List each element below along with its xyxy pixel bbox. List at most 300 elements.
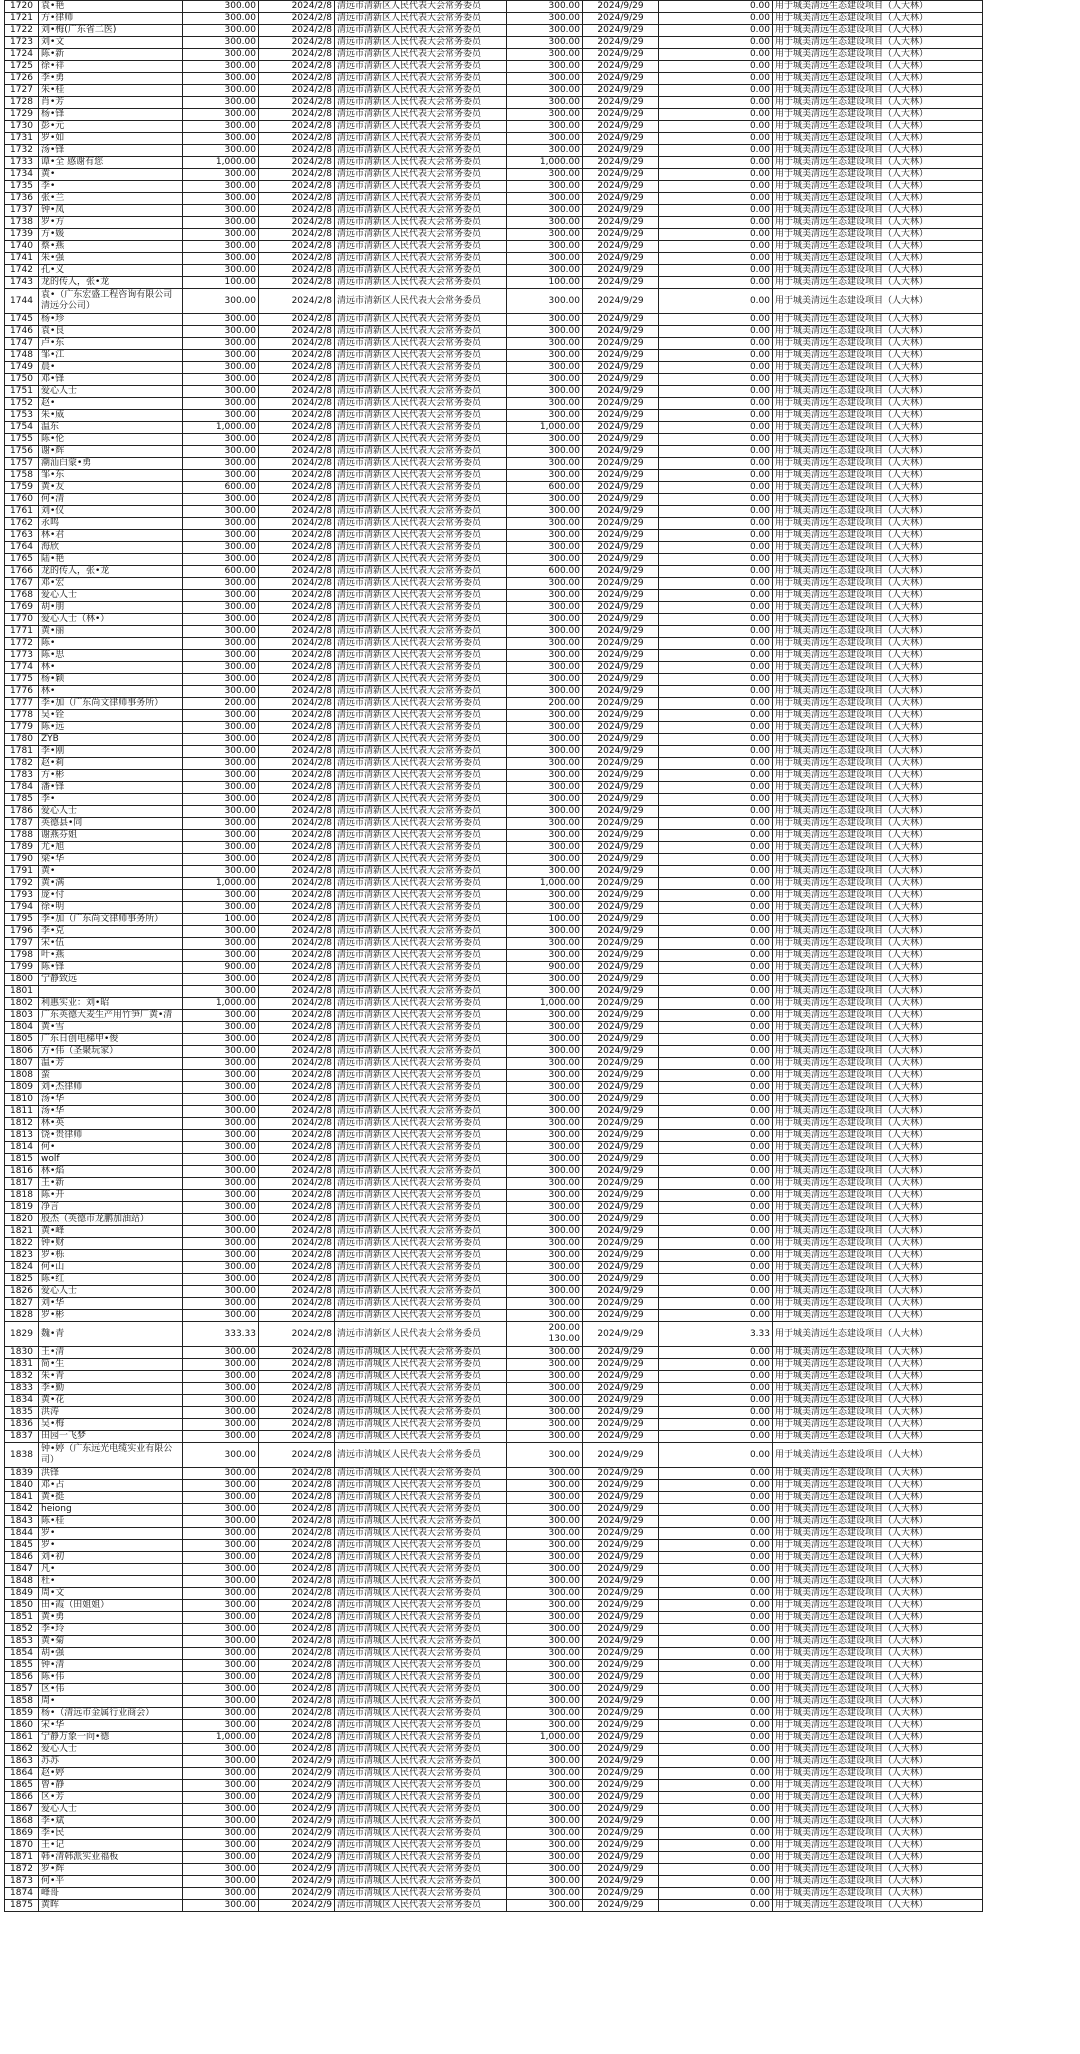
ledger-row: [5, 1238, 983, 1250]
fund-purpose: 用于城美清远生态建设项目（人大林）: [773, 638, 983, 650]
donation-date: 2024/2/8: [259, 1720, 335, 1732]
fund-purpose: 用于城美清远生态建设项目（人大林）: [773, 1540, 983, 1552]
donation-amount: 300.00: [183, 229, 259, 241]
donation-date: 2024/2/8: [259, 410, 335, 422]
donation-date: 2024/2/8: [259, 746, 335, 758]
fund-purpose: 用于城美清远生态建设项目（人大林）: [773, 1852, 983, 1864]
ledger-row: [5, 1347, 983, 1359]
allocation-date: 2024/9/29: [583, 1840, 659, 1852]
donor-name: 汤•华: [39, 1094, 183, 1106]
recipient-org: 清远市清城区人民代表大会常务委员: [335, 1443, 507, 1468]
donation-amount: 300.00: [183, 1876, 259, 1888]
ledger-rows: [5, 1, 983, 1912]
allocated-amount: 300.00: [507, 1684, 583, 1696]
donation-date: 2024/2/8: [259, 974, 335, 986]
allocated-amount: 300.00: [507, 770, 583, 782]
donation-date: 2024/2/8: [259, 1298, 335, 1310]
ledger-row: [5, 1106, 983, 1118]
allocated-amount: 300.00: [507, 314, 583, 326]
recipient-org: 清远市清新区人民代表大会常务委员: [335, 1154, 507, 1166]
remaining-balance: 0.00: [659, 530, 773, 542]
allocation-date: 2024/9/29: [583, 698, 659, 710]
remaining-balance: 0.00: [659, 986, 773, 998]
allocation-date: 2024/9/29: [583, 458, 659, 470]
row-number: 1758: [5, 470, 39, 482]
remaining-balance: 0.00: [659, 61, 773, 73]
ledger-row: [5, 854, 983, 866]
fund-purpose: 用于城美清远生态建设项目（人大林）: [773, 1528, 983, 1540]
recipient-org: 清远市清城区人民代表大会常务委员: [335, 1744, 507, 1756]
row-number: 1773: [5, 650, 39, 662]
allocation-date: 2024/9/29: [583, 97, 659, 109]
donation-date: 2024/2/8: [259, 854, 335, 866]
ledger-row: [5, 61, 983, 73]
donation-amount: 300.00: [183, 506, 259, 518]
donation-date: 2024/2/9: [259, 1864, 335, 1876]
recipient-org: 清远市清城区人民代表大会常务委员: [335, 1480, 507, 1492]
fund-purpose: 用于城美清远生态建设项目（人大林）: [773, 1780, 983, 1792]
remaining-balance: 0.00: [659, 1600, 773, 1612]
donation-amount: 300.00: [183, 1480, 259, 1492]
remaining-balance: 0.00: [659, 109, 773, 121]
donor-name: 赵•: [39, 398, 183, 410]
ledger-row: [5, 578, 983, 590]
remaining-balance: 0.00: [659, 842, 773, 854]
allocated-amount: 300.00: [507, 25, 583, 37]
row-number: 1760: [5, 494, 39, 506]
donation-amount: 300.00: [183, 1034, 259, 1046]
remaining-balance: 0.00: [659, 806, 773, 818]
donation-amount: 300.00: [183, 1190, 259, 1202]
donation-amount: 300.00: [183, 61, 259, 73]
donation-date: 2024/2/8: [259, 277, 335, 289]
ledger-row: [5, 1600, 983, 1612]
row-number: 1741: [5, 253, 39, 265]
recipient-org: 清远市清城区人民代表大会常务委员: [335, 1756, 507, 1768]
ledger-row: [5, 1900, 983, 1912]
donor-name: 刘•杰律师: [39, 1082, 183, 1094]
donation-date: 2024/2/8: [259, 1250, 335, 1262]
ledger-row: [5, 37, 983, 49]
allocated-amount: 300.00: [507, 902, 583, 914]
row-number: 1782: [5, 758, 39, 770]
row-number: 1838: [5, 1443, 39, 1468]
ledger-row: [5, 602, 983, 614]
donation-date: 2024/2/8: [259, 1058, 335, 1070]
allocation-date: 2024/9/29: [583, 13, 659, 25]
recipient-org: 清远市清城区人民代表大会常务委员: [335, 1696, 507, 1708]
fund-purpose: 用于城美清远生态建设项目（人大林）: [773, 109, 983, 121]
donation-date: 2024/2/8: [259, 1395, 335, 1407]
row-number: 1779: [5, 722, 39, 734]
remaining-balance: 0.00: [659, 85, 773, 97]
remaining-balance: 0.00: [659, 950, 773, 962]
donor-name: 晨•: [39, 362, 183, 374]
allocation-date: 2024/9/29: [583, 1022, 659, 1034]
donation-date: 2024/2/8: [259, 494, 335, 506]
recipient-org: 清远市清新区人民代表大会常务委员: [335, 818, 507, 830]
donor-name: 钟•凤: [39, 205, 183, 217]
ledger-row: [5, 938, 983, 950]
fund-purpose: 用于城美清远生态建设项目（人大林）: [773, 1672, 983, 1684]
allocated-amount: 300.00: [507, 217, 583, 229]
remaining-balance: 0.00: [659, 1588, 773, 1600]
donation-date: 2024/2/8: [259, 1443, 335, 1468]
ledger-row: [5, 842, 983, 854]
row-number: 1780: [5, 734, 39, 746]
allocation-date: 2024/9/29: [583, 1900, 659, 1912]
ledger-row: [5, 698, 983, 710]
donation-amount: 300.00: [183, 746, 259, 758]
allocation-date: 2024/9/29: [583, 193, 659, 205]
ledger-row: [5, 1407, 983, 1419]
donor-name: 黄•丽: [39, 626, 183, 638]
allocated-amount: 300.00: [507, 470, 583, 482]
row-number: 1860: [5, 1720, 39, 1732]
recipient-org: 清远市清城区人民代表大会常务委员: [335, 1792, 507, 1804]
remaining-balance: 0.00: [659, 169, 773, 181]
ledger-row: [5, 1130, 983, 1142]
row-number: 1784: [5, 782, 39, 794]
recipient-org: 清远市清新区人民代表大会常务委员: [335, 986, 507, 998]
recipient-org: 清远市清城区人民代表大会常务委员: [335, 1504, 507, 1516]
ledger-row: [5, 1528, 983, 1540]
donation-amount: 300.00: [183, 265, 259, 277]
recipient-org: 清远市清新区人民代表大会常务委员: [335, 1022, 507, 1034]
remaining-balance: 0.00: [659, 1142, 773, 1154]
row-number: 1870: [5, 1840, 39, 1852]
donation-amount: 1,000.00: [183, 157, 259, 169]
donation-amount: 300.00: [183, 1154, 259, 1166]
recipient-org: 清远市清城区人民代表大会常务委员: [335, 1876, 507, 1888]
recipient-org: 清远市清城区人民代表大会常务委员: [335, 1888, 507, 1900]
row-number: 1753: [5, 410, 39, 422]
allocated-amount: 300.00: [507, 1708, 583, 1720]
recipient-org: 清远市清新区人民代表大会常务委员: [335, 842, 507, 854]
allocated-amount: 300.00: [507, 1130, 583, 1142]
recipient-org: 清远市清新区人民代表大会常务委员: [335, 1274, 507, 1286]
donation-date: 2024/2/8: [259, 1431, 335, 1443]
allocation-date: 2024/9/29: [583, 1720, 659, 1732]
donor-name: heiong: [39, 1504, 183, 1516]
allocation-date: 2024/9/29: [583, 157, 659, 169]
remaining-balance: 0.00: [659, 938, 773, 950]
fund-purpose: 用于城美清远生态建设项目（人大林）: [773, 494, 983, 506]
allocated-amount: 300.00: [507, 950, 583, 962]
allocation-date: 2024/9/29: [583, 1828, 659, 1840]
fund-purpose: 用于城美清远生态建设项目（人大林）: [773, 1202, 983, 1214]
allocated-amount: 300.00: [507, 265, 583, 277]
donation-date: 2024/2/8: [259, 109, 335, 121]
donation-date: 2024/2/8: [259, 878, 335, 890]
ledger-row: [5, 1480, 983, 1492]
fund-purpose: 用于城美清远生态建设项目（人大林）: [773, 13, 983, 25]
donation-amount: 300.00: [183, 1600, 259, 1612]
row-number: 1871: [5, 1852, 39, 1864]
fund-purpose: 用于城美清远生态建设项目（人大林）: [773, 950, 983, 962]
donation-date: 2024/2/8: [259, 350, 335, 362]
allocation-date: 2024/9/29: [583, 1106, 659, 1118]
row-number: 1743: [5, 277, 39, 289]
fund-purpose: 用于城美清远生态建设项目（人大林）: [773, 566, 983, 578]
recipient-org: 清远市清新区人民代表大会常务委员: [335, 902, 507, 914]
allocated-amount: 300.00: [507, 85, 583, 97]
donation-date: 2024/2/8: [259, 818, 335, 830]
remaining-balance: 0.00: [659, 1900, 773, 1912]
donor-name: ZYB: [39, 734, 183, 746]
row-number: 1752: [5, 398, 39, 410]
ledger-row: [5, 1732, 983, 1744]
allocated-amount: 300.00: [507, 1864, 583, 1876]
allocation-date: 2024/9/29: [583, 494, 659, 506]
donation-date: 2024/2/8: [259, 241, 335, 253]
donation-date: 2024/2/8: [259, 1528, 335, 1540]
donation-date: 2024/2/8: [259, 1612, 335, 1624]
remaining-balance: 0.00: [659, 542, 773, 554]
ledger-row: [5, 614, 983, 626]
allocated-amount: 300.00: [507, 782, 583, 794]
allocation-date: 2024/9/29: [583, 181, 659, 193]
donation-date: 2024/2/8: [259, 1202, 335, 1214]
donation-date: 2024/2/8: [259, 710, 335, 722]
allocated-amount: 300.00: [507, 109, 583, 121]
fund-purpose: 用于城美清远生态建设项目（人大林）: [773, 1419, 983, 1431]
donation-amount: 100.00: [183, 914, 259, 926]
allocation-date: 2024/9/29: [583, 289, 659, 314]
donor-name: 黄•勇: [39, 1612, 183, 1624]
allocated-amount: 300.00: [507, 398, 583, 410]
remaining-balance: 0.00: [659, 1082, 773, 1094]
fund-purpose: 用于城美清远生态建设项目（人大林）: [773, 746, 983, 758]
allocation-date: 2024/9/29: [583, 902, 659, 914]
donation-date: 2024/2/8: [259, 722, 335, 734]
recipient-org: 清远市清新区人民代表大会常务委员: [335, 506, 507, 518]
recipient-org: 清远市清新区人民代表大会常务委员: [335, 542, 507, 554]
allocation-date: 2024/9/29: [583, 1744, 659, 1756]
donor-name: 李•: [39, 794, 183, 806]
ledger-row: [5, 229, 983, 241]
donation-date: 2024/2/8: [259, 1744, 335, 1756]
ledger-row: [5, 1708, 983, 1720]
donation-amount: 300.00: [183, 1286, 259, 1298]
allocated-amount: 900.00: [507, 962, 583, 974]
remaining-balance: 0.00: [659, 650, 773, 662]
donor-name: 刘•华: [39, 1298, 183, 1310]
fund-purpose: 用于城美清远生态建设项目（人大林）: [773, 1588, 983, 1600]
remaining-balance: 0.00: [659, 1058, 773, 1070]
ledger-row: [5, 1720, 983, 1732]
recipient-org: 清远市清新区人民代表大会常务委员: [335, 61, 507, 73]
fund-purpose: 用于城美清远生态建设项目（人大林）: [773, 1022, 983, 1034]
fund-purpose: 用于城美清远生态建设项目（人大林）: [773, 758, 983, 770]
donation-date: 2024/2/8: [259, 830, 335, 842]
ledger-row: [5, 1431, 983, 1443]
donation-date: 2024/2/8: [259, 986, 335, 998]
row-number: 1804: [5, 1022, 39, 1034]
row-number: 1822: [5, 1238, 39, 1250]
fund-purpose: 用于城美清远生态建设项目（人大林）: [773, 1708, 983, 1720]
recipient-org: 清远市清新区人民代表大会常务委员: [335, 890, 507, 902]
recipient-org: 清远市清新区人民代表大会常务委员: [335, 458, 507, 470]
donor-name: 谢•辉: [39, 446, 183, 458]
donor-name: 卢•东: [39, 338, 183, 350]
donation-date: 2024/2/8: [259, 506, 335, 518]
donor-name: 邓•宏: [39, 578, 183, 590]
donation-amount: 300.00: [183, 794, 259, 806]
recipient-org: 清远市清新区人民代表大会常务委员: [335, 1118, 507, 1130]
donation-amount: 300.00: [183, 1166, 259, 1178]
remaining-balance: 0.00: [659, 13, 773, 25]
ledger-row: [5, 121, 983, 133]
allocation-date: 2024/9/29: [583, 1166, 659, 1178]
allocated-amount: 300.00: [507, 1250, 583, 1262]
donation-amount: 300.00: [183, 1720, 259, 1732]
ledger-row: [5, 722, 983, 734]
allocated-amount: 300.00: [507, 554, 583, 566]
ledger-row: [5, 806, 983, 818]
allocated-amount: 300.00: [507, 1070, 583, 1082]
remaining-balance: 0.00: [659, 638, 773, 650]
allocated-amount: 300.00: [507, 1431, 583, 1443]
donation-date: 2024/2/8: [259, 734, 335, 746]
fund-purpose: 用于城美清远生态建设项目（人大林）: [773, 1407, 983, 1419]
row-number: 1778: [5, 710, 39, 722]
ledger-row: [5, 422, 983, 434]
remaining-balance: 0.00: [659, 1804, 773, 1816]
allocated-amount: 600.00: [507, 566, 583, 578]
donation-date: 2024/2/8: [259, 362, 335, 374]
donor-name: 李•加（广东尚文律师事务所）: [39, 698, 183, 710]
donation-amount: 300.00: [183, 73, 259, 85]
allocation-date: 2024/9/29: [583, 590, 659, 602]
remaining-balance: 0.00: [659, 1094, 773, 1106]
row-number: 1756: [5, 446, 39, 458]
remaining-balance: 0.00: [659, 1516, 773, 1528]
allocated-amount: 1,000.00: [507, 878, 583, 890]
remaining-balance: 0.00: [659, 686, 773, 698]
allocation-date: 2024/9/29: [583, 1154, 659, 1166]
ledger-row: [5, 458, 983, 470]
donation-date: 2024/2/9: [259, 1792, 335, 1804]
donation-date: 2024/2/8: [259, 1576, 335, 1588]
recipient-org: 清远市清新区人民代表大会常务委员: [335, 974, 507, 986]
ledger-row: [5, 1443, 983, 1468]
ledger-row: [5, 25, 983, 37]
remaining-balance: 0.00: [659, 121, 773, 133]
allocated-amount: 300.00: [507, 1672, 583, 1684]
donor-name: 赵•婷: [39, 1768, 183, 1780]
remaining-balance: 0.00: [659, 506, 773, 518]
recipient-org: 清远市清新区人民代表大会常务委员: [335, 590, 507, 602]
remaining-balance: 0.00: [659, 193, 773, 205]
recipient-org: 清远市清新区人民代表大会常务委员: [335, 253, 507, 265]
allocated-amount: 300.00: [507, 1480, 583, 1492]
row-number: 1830: [5, 1347, 39, 1359]
allocated-amount: 300.00: [507, 854, 583, 866]
allocated-amount: 300.00: [507, 1564, 583, 1576]
fund-purpose: 用于城美清远生态建设项目（人大林）: [773, 97, 983, 109]
row-number: 1794: [5, 902, 39, 914]
ledger-row: [5, 1419, 983, 1431]
remaining-balance: 0.00: [659, 1696, 773, 1708]
donor-name: 庞•付: [39, 890, 183, 902]
donation-amount: 300.00: [183, 1840, 259, 1852]
ledger-row: [5, 1792, 983, 1804]
allocation-date: 2024/9/29: [583, 1576, 659, 1588]
remaining-balance: 0.00: [659, 1010, 773, 1022]
fund-purpose: 用于城美清远生态建设项目（人大林）: [773, 782, 983, 794]
fund-purpose: 用于城美清远生态建设项目（人大林）: [773, 1804, 983, 1816]
donation-date: 2024/2/9: [259, 1756, 335, 1768]
recipient-org: 清远市清新区人民代表大会常务委员: [335, 830, 507, 842]
donor-name: 陈•远: [39, 722, 183, 734]
donation-date: 2024/2/8: [259, 590, 335, 602]
donation-amount: 300.00: [183, 1900, 259, 1912]
recipient-org: 清远市清新区人民代表大会常务委员: [335, 806, 507, 818]
ledger-row: [5, 1262, 983, 1274]
remaining-balance: 0.00: [659, 145, 773, 157]
fund-purpose: 用于城美清远生态建设项目（人大林）: [773, 1792, 983, 1804]
donor-name: 广东日创电梯甲•俊: [39, 1034, 183, 1046]
donation-date: 2024/2/9: [259, 1804, 335, 1816]
donation-date: 2024/2/8: [259, 49, 335, 61]
fund-purpose: 用于城美清远生态建设项目（人大林）: [773, 698, 983, 710]
donation-date: 2024/2/8: [259, 1190, 335, 1202]
allocation-date: 2024/9/29: [583, 374, 659, 386]
allocated-amount: 300.00: [507, 1840, 583, 1852]
allocation-date: 2024/9/29: [583, 1383, 659, 1395]
donation-amount: 300.00: [183, 518, 259, 530]
allocated-amount: 300.00: [507, 1010, 583, 1022]
remaining-balance: 0.00: [659, 422, 773, 434]
donation-date: 2024/2/8: [259, 446, 335, 458]
donation-date: 2024/2/9: [259, 1852, 335, 1864]
allocation-date: 2024/9/29: [583, 542, 659, 554]
fund-purpose: 用于城美清远生态建设项目（人大林）: [773, 1756, 983, 1768]
allocated-amount: 300.00: [507, 1588, 583, 1600]
donor-name: 温东: [39, 422, 183, 434]
row-number: 1842: [5, 1504, 39, 1516]
remaining-balance: 0.00: [659, 1371, 773, 1383]
donation-date: 2024/2/8: [259, 1540, 335, 1552]
allocation-date: 2024/9/29: [583, 1262, 659, 1274]
remaining-balance: 0.00: [659, 350, 773, 362]
row-number: 1863: [5, 1756, 39, 1768]
donation-date: 2024/2/9: [259, 1780, 335, 1792]
ledger-row: [5, 1154, 983, 1166]
donor-name: 龙的传人，张•龙: [39, 566, 183, 578]
fund-purpose: 用于城美清远生态建设项目（人大林）: [773, 806, 983, 818]
allocated-amount: 300.00: [507, 37, 583, 49]
fund-purpose: 用于城美清远生态建设项目（人大林）: [773, 1624, 983, 1636]
donor-name: 海欣: [39, 542, 183, 554]
ledger-row: [5, 1395, 983, 1407]
allocation-date: 2024/9/29: [583, 1588, 659, 1600]
allocation-date: 2024/9/29: [583, 1347, 659, 1359]
fund-purpose: 用于城美清远生态建设项目（人大林）: [773, 410, 983, 422]
ledger-row: [5, 1648, 983, 1660]
donation-amount: 300.00: [183, 950, 259, 962]
donor-name: 罗•如: [39, 133, 183, 145]
donation-amount: 300.00: [183, 1359, 259, 1371]
donor-name: 朱•桂: [39, 85, 183, 97]
ledger-row: [5, 1226, 983, 1238]
ledger-row: [5, 350, 983, 362]
row-number: 1817: [5, 1178, 39, 1190]
fund-purpose: 用于城美清远生态建设项目（人大林）: [773, 1431, 983, 1443]
remaining-balance: 0.00: [659, 482, 773, 494]
row-number: 1851: [5, 1612, 39, 1624]
